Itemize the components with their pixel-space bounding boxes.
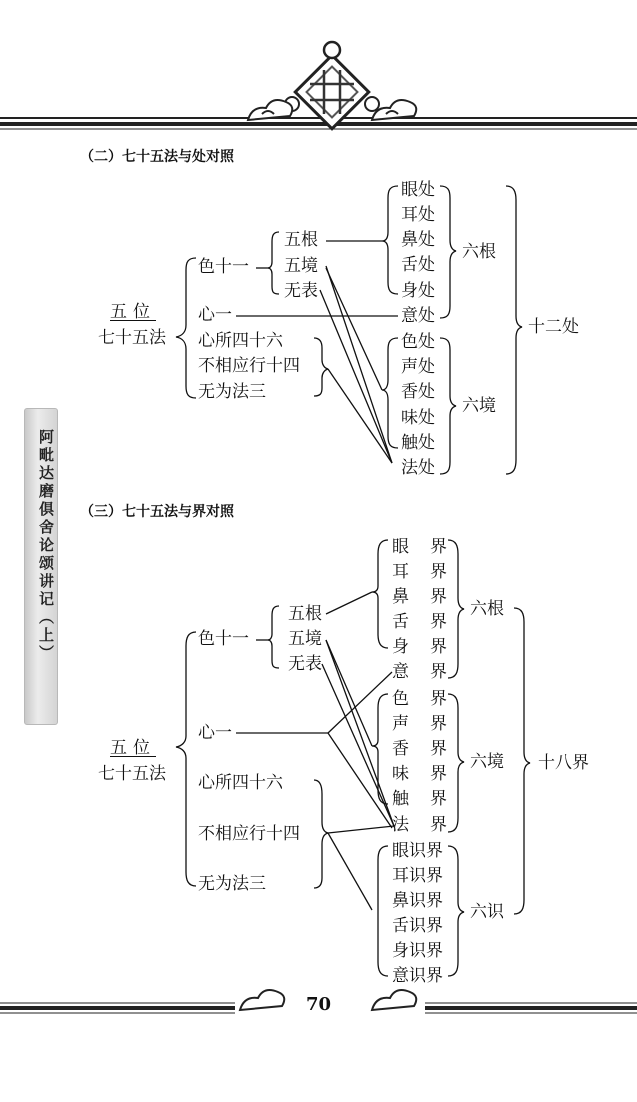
s3-jie-b-10: 界: [430, 789, 447, 809]
s2-chu-2: 鼻处: [401, 230, 435, 250]
s3-shijie-4: 身识界: [392, 941, 443, 961]
s3-jie-a-7: 声: [392, 714, 409, 734]
s3-shibajie-brace: [514, 608, 530, 914]
s3-jie-b-4: 界: [430, 637, 447, 657]
s3-cat-3: 不相应行十四: [198, 824, 300, 844]
s3-liugen-brace: [448, 540, 464, 678]
s3-right-brace: [314, 780, 328, 888]
s3-jie-a-9: 味: [392, 764, 409, 784]
s3-jie-b-2: 界: [430, 587, 447, 607]
s3-jie-b-1: 界: [430, 562, 447, 582]
s3-shijie-3: 舌识界: [392, 916, 443, 936]
s3-group-liushi: 六识: [470, 902, 504, 922]
s2-sub-brace: [268, 232, 279, 294]
s3-sub-2: 无表: [288, 654, 322, 674]
s2-cat-0: 色十一: [198, 257, 249, 277]
section2-heading: （二）七十五法与处对照: [80, 149, 234, 165]
s3-total: 十八界: [538, 753, 589, 773]
s3-sub-1: 五境: [288, 629, 322, 649]
s2-chu-5: 意处: [401, 306, 435, 326]
s2-chu-8: 香处: [401, 382, 435, 402]
s2-chu-1: 耳处: [401, 205, 435, 225]
s2-seventy-five: 七十五法: [98, 328, 166, 348]
s3-jie-a-11: 法: [392, 815, 409, 835]
s2-main-brace: [176, 258, 196, 398]
s2-chu-3: 舌处: [401, 255, 435, 275]
s3-shijie-2: 鼻识界: [392, 891, 443, 911]
s2-chu-9: 味处: [401, 408, 435, 428]
s2-sub-0: 五根: [284, 230, 318, 250]
s3-jie-a-2: 鼻: [392, 587, 409, 607]
book-title: 阿毗达磨俱舍论颂讲记（上）: [37, 429, 55, 663]
s2-liugen-brace: [440, 186, 456, 318]
s2-chu-10: 触处: [401, 433, 435, 453]
s2-chu-0: 眼处: [401, 180, 435, 200]
s3-jie-a-10: 触: [392, 789, 409, 809]
s2-cat-4: 无为法三: [198, 382, 266, 402]
s3-cat-1: 心一: [198, 723, 232, 743]
s3-liujing-brace: [448, 694, 464, 832]
s2-cat-3: 不相应行十四: [198, 356, 300, 376]
s3-group-liujing: 六境: [470, 752, 504, 772]
s2-genbrace: [382, 186, 398, 294]
s3-jie-a-1: 耳: [392, 562, 409, 582]
s3-shi-left-brace: [378, 846, 388, 976]
s2-right-brace: [314, 338, 328, 396]
s2-cat-1: 心一: [198, 305, 232, 325]
s2-shierchu-brace: [506, 186, 522, 474]
s2-group-liugen: 六根: [462, 242, 496, 262]
s3-jie-b-11: 界: [430, 815, 447, 835]
s3-liushi-brace: [448, 846, 464, 976]
s3-main-brace: [176, 632, 196, 886]
s2-chu-11: 法处: [401, 458, 435, 478]
s2-chu-4: 身处: [401, 281, 435, 301]
s2-five-positions: 五位: [110, 302, 156, 322]
s3-jie-b-6: 界: [430, 689, 447, 709]
s3-cat-0: 色十一: [198, 629, 249, 649]
s3-sub-brace: [268, 606, 279, 668]
s2-group-liujing: 六境: [462, 396, 496, 416]
section3-heading: （三）七十五法与界对照: [80, 504, 234, 520]
s2-sub-2: 无表: [284, 281, 318, 301]
s2-sub-1: 五境: [284, 256, 318, 276]
s3-jie-b-9: 界: [430, 764, 447, 784]
s3-sub-0: 五根: [288, 604, 322, 624]
page-number: 70: [305, 994, 332, 1015]
s3-group-liugen: 六根: [470, 599, 504, 619]
s3-jie-a-6: 色: [392, 689, 409, 709]
s3-jie-a-3: 舌: [392, 612, 409, 632]
s3-cat-2: 心所四十六: [198, 773, 283, 793]
s2-chu-6: 色处: [401, 332, 435, 352]
s3-shijie-0: 眼识界: [392, 841, 443, 861]
s3-jie-a-4: 身: [392, 637, 409, 657]
s3-seventy-five: 七十五法: [98, 764, 166, 784]
s3-shijie-1: 耳识界: [392, 866, 443, 886]
s2-jing-left-brace: [382, 338, 398, 448]
s2-total: 十二处: [528, 317, 579, 337]
s3-jie-b-7: 界: [430, 714, 447, 734]
s3-five-positions: 五位: [110, 738, 156, 758]
s3-cat-4: 无为法三: [198, 874, 266, 894]
s2-chu-7: 声处: [401, 357, 435, 377]
s3-jie-b-3: 界: [430, 612, 447, 632]
s3-jie-b-5: 界: [430, 662, 447, 682]
s2-cat-2: 心所四十六: [198, 331, 283, 351]
s3-jie-b-8: 界: [430, 739, 447, 759]
s3-jie-b-0: 界: [430, 537, 447, 557]
s3-shijie-5: 意识界: [392, 966, 443, 986]
s3-jie-a-8: 香: [392, 739, 409, 759]
s3-jie-a-5: 意: [392, 662, 409, 682]
s3-genbrace: [372, 540, 388, 648]
s3-jie-a-0: 眼: [392, 537, 409, 557]
s2-liujing-brace: [440, 338, 456, 474]
